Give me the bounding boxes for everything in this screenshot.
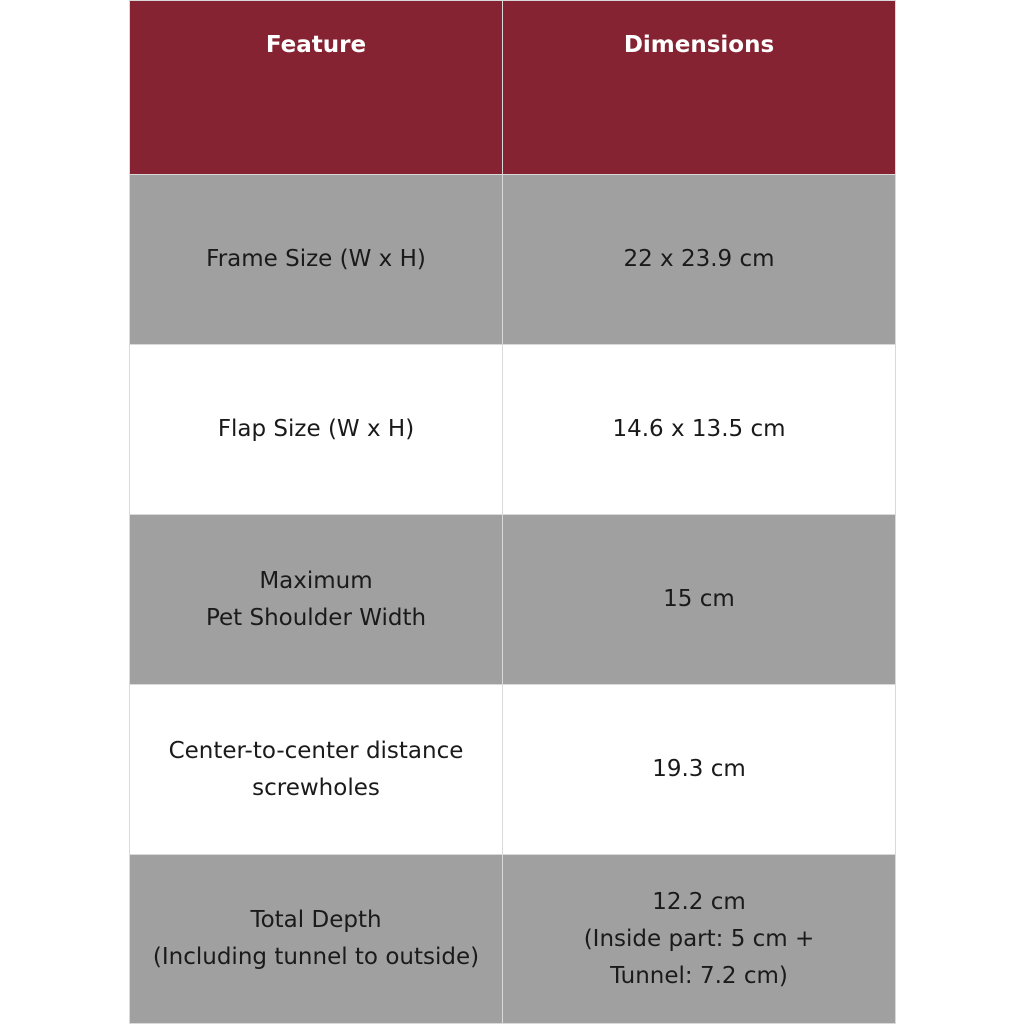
table-row bbox=[130, 685, 896, 855]
feature-cell: Maximum Pet Shoulder Width bbox=[130, 515, 503, 685]
table-row bbox=[130, 855, 896, 1024]
feature-cell: Total Depth (Including tunnel to outside) bbox=[130, 855, 503, 1024]
column-header-dimensions-label: Dimensions bbox=[623, 32, 775, 58]
feature-cell: Center-to-center distance screwholes bbox=[130, 685, 503, 855]
column-header-dimensions bbox=[503, 1, 896, 175]
table-row bbox=[130, 175, 896, 345]
table-row bbox=[130, 345, 896, 515]
dimensions-cell: 19.3 cm bbox=[503, 685, 896, 855]
dimensions-cell: 22 x 23.9 cm bbox=[503, 175, 896, 345]
dimensions-cell: 15 cm bbox=[503, 515, 896, 685]
feature-cell: Flap Size (W x H) bbox=[130, 345, 503, 515]
dimensions-cell: 14.6 x 13.5 cm bbox=[503, 345, 896, 515]
column-header-feature-label: Feature bbox=[265, 32, 367, 58]
dimensions-cell: 12.2 cm (Inside part: 5 cm + Tunnel: 7.2 cm) bbox=[503, 855, 896, 1024]
dimensions-table bbox=[129, 0, 896, 1024]
table-header-row bbox=[130, 1, 896, 175]
feature-cell: Frame Size (W x H) bbox=[130, 175, 503, 345]
column-header-feature bbox=[130, 1, 503, 175]
table-row bbox=[130, 515, 896, 685]
